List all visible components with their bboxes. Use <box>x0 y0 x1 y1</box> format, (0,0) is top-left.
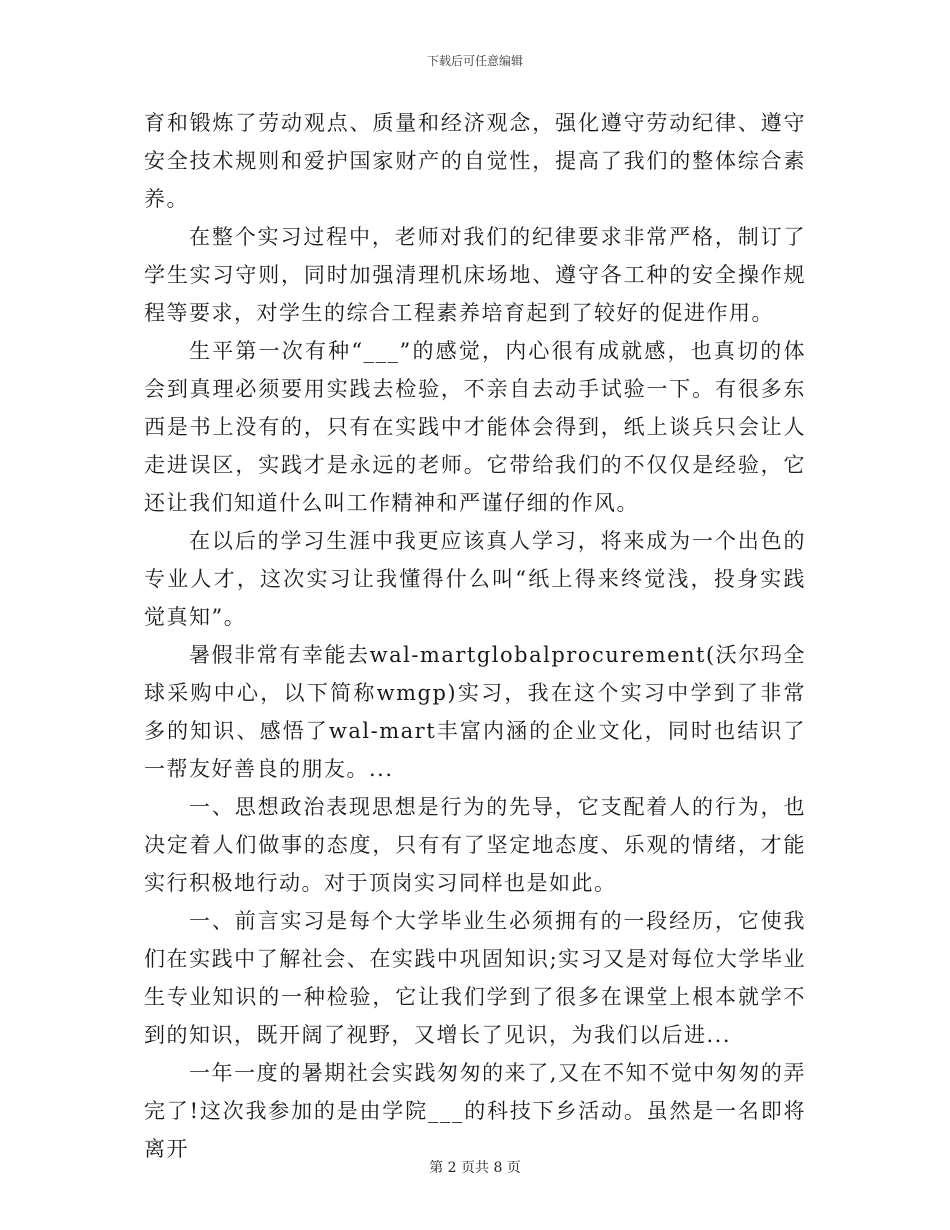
paragraph-4: 在以后的学习生涯中我更应该真人学习，将来成为一个出色的专业人才，这次实习让我懂得什么叫“纸上得来终觉浅，投身实践觉真知”。 <box>144 529 806 629</box>
paragraph-3: 生平第一次有种“___”的感觉，内心很有成就感，也真切的体会到真理必须要用实践去检验，不亲自去动手试验一下。有很多东西是书上没有的，只有在实践中才能体会得到，纸上谈兵只会让人走进误区，实践才是永远的老师。它带给我们的不仅仅是经验，它还让我们知道什么叫工作精神和严谨仔细的作风。 <box>144 339 806 515</box>
paragraph-8: 一年一度的暑期社会实践匆匆的来了,又在不知不觉中匆匆的弄完了!这次我参加的是由学院___的科技下乡活动。虽然是一名即将离开 <box>144 1061 806 1161</box>
paragraph-5: 暑假非常有幸能去wal-martglobalprocurement(沃尔玛全球采购中心，以下简称wmgp)实习，我在这个实习中学到了非常多的知识、感悟了wal-mart丰富内涵的企业文化，同时也结识了一帮友好善良的朋友。... <box>144 643 806 781</box>
paragraph-7: 一、前言实习是每个大学毕业生必须拥有的一段经历，它使我们在实践中了解社会、在实践中巩固知识;实习又是对每位大学毕业生专业知识的一种检验，它让我们学到了很多在课堂上根本就学不到的知识，既开阔了视野，又增长了见识，为我们以后进... <box>144 909 806 1047</box>
paragraph-1: 育和锻炼了劳动观点、质量和经济观念，强化遵守劳动纪律、遵守安全技术规则和爱护国家财产的自觉性，提高了我们的整体综合素养。 <box>144 111 806 211</box>
document-body <box>144 104 806 1168</box>
paragraph-6: 一、思想政治表现思想是行为的先导，它支配着人的行为，也决定着人们做事的态度，只有有了坚定地态度、乐观的情绪，才能实行积极地行动。对于顶岗实习同样也是如此。 <box>144 795 806 895</box>
page-header: 下载后可任意编辑 <box>426 54 523 68</box>
paragraph-2: 在整个实习过程中，老师对我们的纪律要求非常严格，制订了学生实习守则，同时加强清理机床场地、遵守各工种的安全操作规程等要求，对学生的综合工程素养培育起到了较好的促进作用。 <box>144 225 806 325</box>
page-footer: 第 2 页共 8 页 <box>429 1160 521 1176</box>
